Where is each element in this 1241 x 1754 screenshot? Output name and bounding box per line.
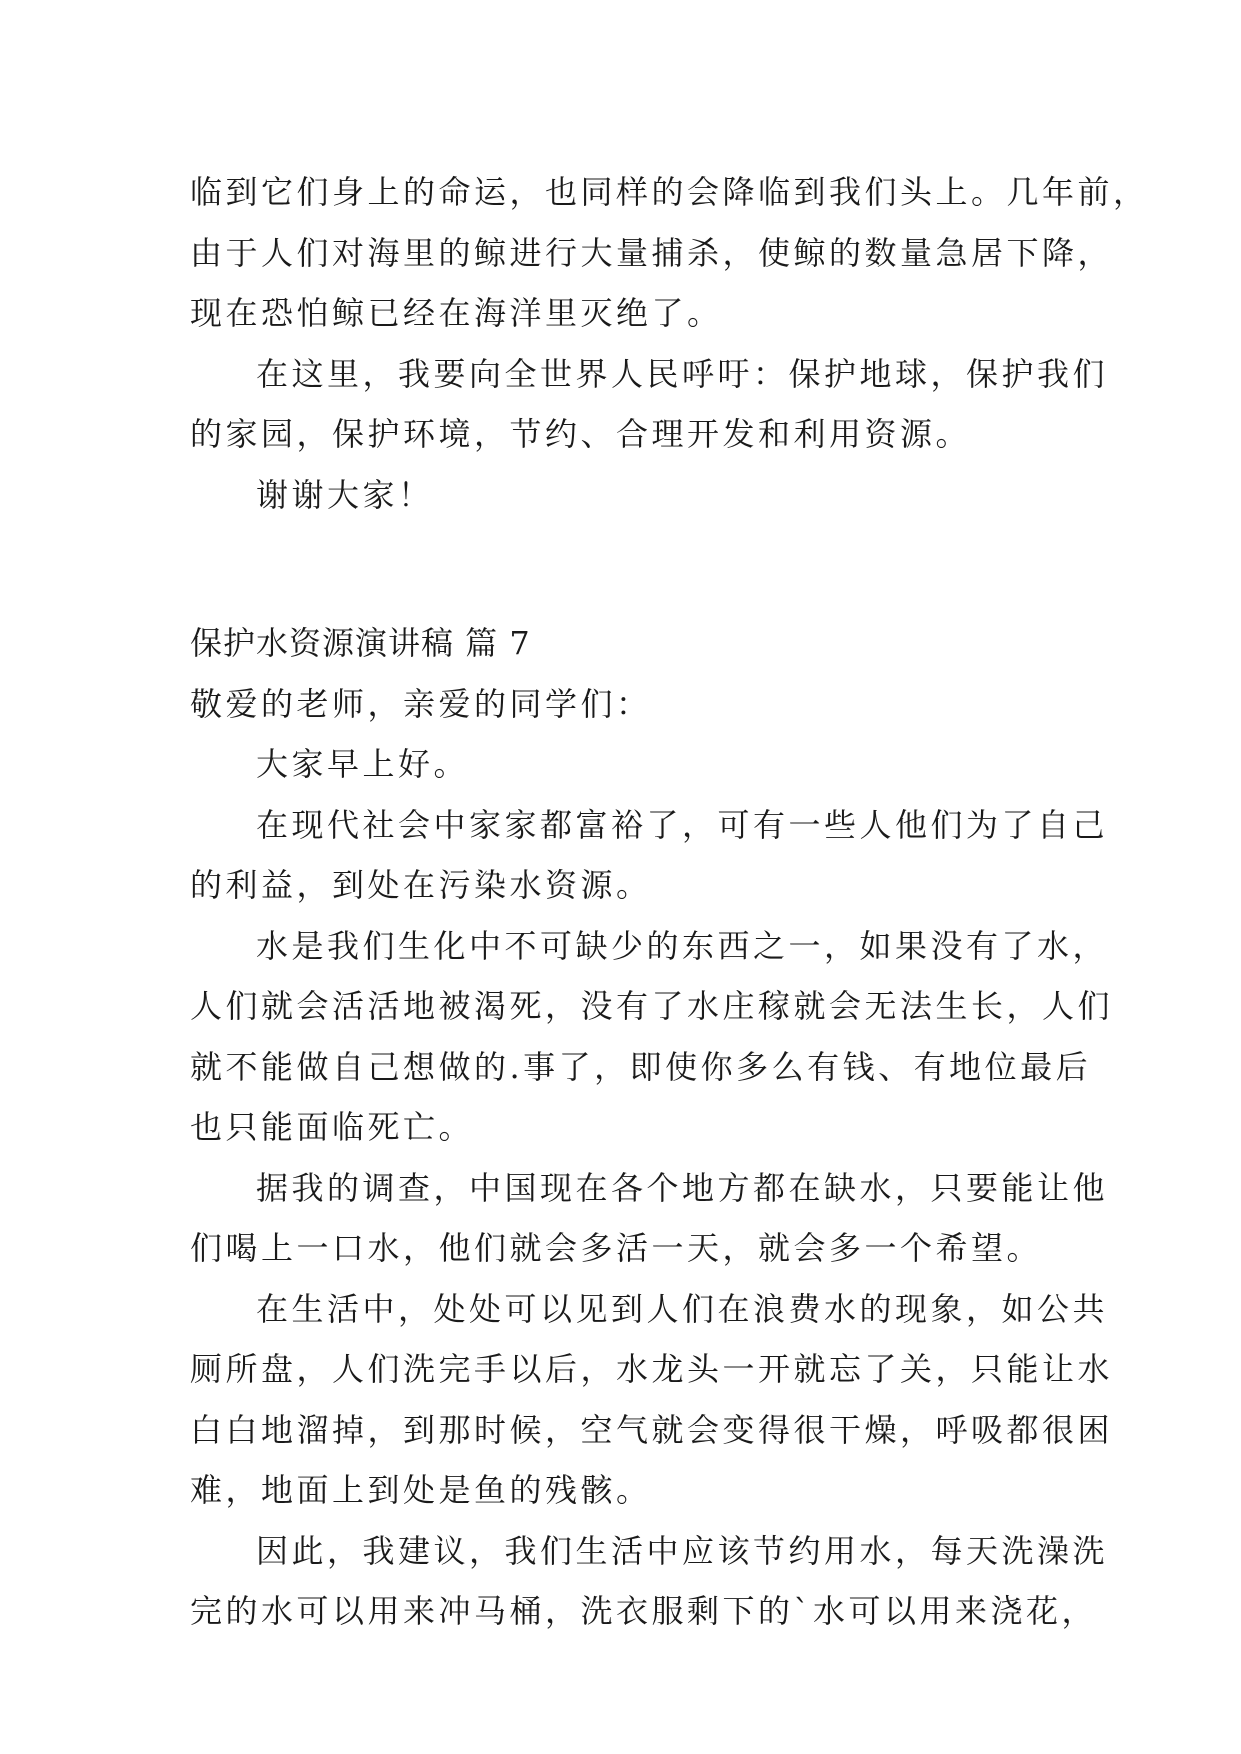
section-gap [190,525,1060,613]
paragraph-line: 水是我们生化中不可缺少的东西之一，如果没有了水， [256,926,1109,965]
paragraph-line: 就不能做自己想做的.事了，即使你多么有钱、有地位最后 [190,1047,1092,1086]
paragraph-line: 人们就会活活地被渴死，没有了水庄稼就会无法生长，人们 [190,987,1114,1025]
paragraph-line: 完的水可以用来冲马桶，洗衣服剩下的`水可以用来浇花， [190,1592,1098,1630]
paragraph-line: 据我的调查，中国现在各个地方都在缺水，只要能让他 [256,1168,1109,1207]
closing-thanks: 谢谢大家！ [256,475,434,514]
paragraph-line: 厕所盘，人们洗完手以后，水龙头一开就忘了关，只能让水 [190,1350,1114,1388]
document-page [190,162,1149,1642]
paragraph-line: 现在恐怕鲸已经在海洋里灭绝了。 [190,294,723,332]
paragraph-line: 在生活中，处处可以见到人们在浪费水的现象，如公共 [256,1289,1109,1328]
paragraph-line: 的利益，到处在污染水资源。 [190,866,652,904]
paragraph-line: 由于人们对海里的鲸进行大量捕杀，使鲸的数量急居下降， [190,233,1114,272]
paragraph-line: 的家园，保护环境，节约、合理开发和利用资源。 [190,415,972,453]
paragraph-line: 也只能面临死亡。 [190,1108,475,1146]
paragraph-line: 们喝上一口水，他们就会多活一天，就会多一个希望。 [190,1229,1043,1267]
paragraph-line: 白白地溜掉，到那时候，空气就会变得很干燥，呼吸都很困 [190,1410,1114,1449]
paragraph-line: 因此，我建议，我们生活中应该节约用水，每天洗澡洗 [256,1531,1109,1570]
paragraph-line: 在这里，我要向全世界人民呼吁：保护地球，保护我们 [256,354,1109,393]
greeting: 大家早上好。 [256,745,470,783]
paragraph-line: 临到它们身上的命运，也同样的会降临到我们头上。几年前， [190,173,1149,211]
paragraph-line: 在现代社会中家家都富裕了，可有一些人他们为了自己 [256,805,1109,844]
section-heading: 保护水资源演讲稿 篇 7 [190,624,531,662]
salutation: 敬爱的老师，亲爱的同学们： [190,684,652,723]
paragraph-line: 难，地面上到处是鱼的残骸。 [190,1471,652,1509]
